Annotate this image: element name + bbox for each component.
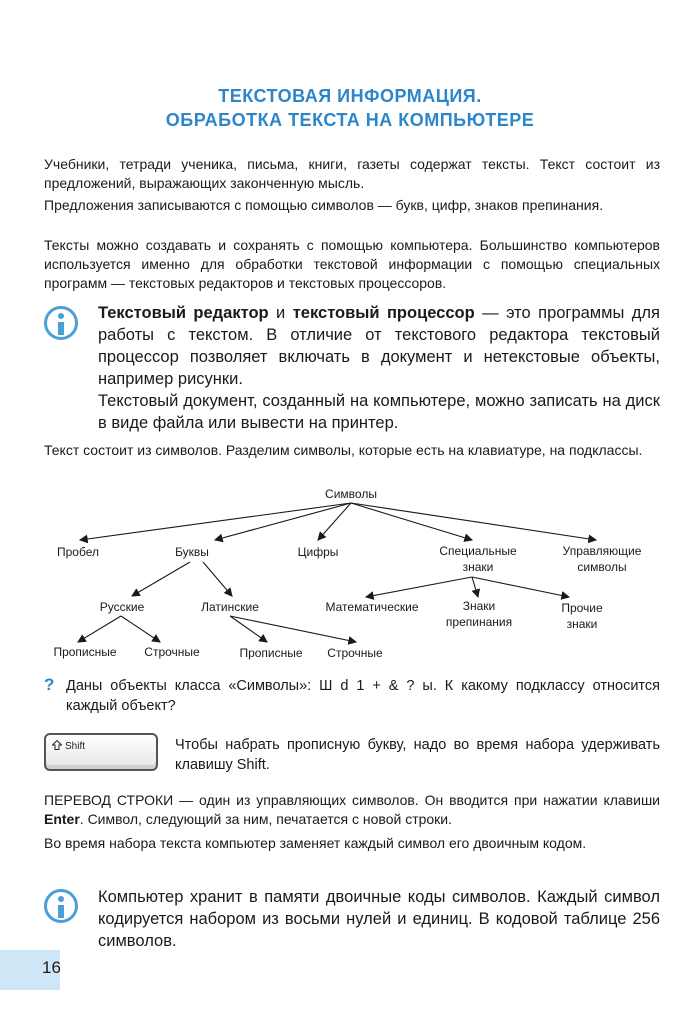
intro-paragraph-2: Предложения записываются с помощью символов — букв, цифр, знаков препинания. xyxy=(44,197,604,213)
shift-text: Чтобы набрать прописную букву, надо во время набора удерживать клавишу Shift. xyxy=(175,737,660,773)
tree-node-russian: Русские xyxy=(99,600,145,614)
tree-node-control: Управляющие символы xyxy=(562,544,642,574)
page-number: 16 xyxy=(42,958,61,977)
binary-code-paragraph: Во время набора текста компьютер заменяет каждый символ его двоичным кодом. xyxy=(44,835,587,851)
shift-key-label: Shift xyxy=(65,741,86,752)
page-title-line2: ОБРАБОТКА ТЕКСТА НА КОМПЬЮТЕРЕ xyxy=(165,110,535,130)
question-icon: ? xyxy=(44,675,55,694)
info-block-binary xyxy=(98,886,660,952)
tree-node-latin: Латинские xyxy=(201,600,259,614)
tree-node-digits: Цифры xyxy=(297,545,339,559)
tree-node-lat-upper: Прописные xyxy=(239,646,303,660)
intro-paragraph-3: Тексты можно создавать и сохранять с помощью компьютера. Большинство компьютеров используется именно для обработки текстовой информации с помощью специальных программ — текстовых редакторов и текстовых процессоров. xyxy=(44,237,660,291)
term-text-editor: Текстовый редактор xyxy=(98,304,269,322)
question-text: Даны объекты класса «Символы»: Ш d 1 + & ? ы. К какому подклассу относится каждый объект? xyxy=(66,678,660,714)
shift-key-image xyxy=(44,733,158,771)
page-title-line1: ТЕКСТОВАЯ ИНФОРМАЦИЯ. xyxy=(218,86,482,106)
newline-paragraph: ПЕРЕВОД СТРОКИ — один из управляющих символов. Он вводится при нажатии клавиши Enter. Символ, следующий за ним, печатается с новой строки. xyxy=(44,792,660,827)
tree-intro: Текст состоит из символов. Разделим символы, которые есть на клавиатуре, на подклассы. xyxy=(44,442,643,458)
tree-node-math: Математические xyxy=(325,600,419,614)
tree-node-symbols: Символы xyxy=(325,487,377,501)
tree-node-letters: Буквы xyxy=(175,545,209,559)
info-definition: Текстовый редактор и текстовый процессор — это программы для работы с текстом. В отличие от текстового редактора текстовый процессор позволяет включать в документ и нетекстовые объекты, например рисунки. xyxy=(98,304,660,388)
tree-node-space: Пробел xyxy=(57,545,99,559)
tree-node-ru-lower: Строчные xyxy=(144,645,200,659)
tree-node-ru-upper: Прописные xyxy=(53,645,117,659)
shift-arrow-icon xyxy=(52,740,62,750)
tree-node-lat-lower: Строчные xyxy=(327,646,383,660)
intro-paragraph-1: Учебники, тетради ученика, письма, книги, газеты содержат тексты. Текст состоит из предложений, выражающих законченную мысль. xyxy=(44,156,660,191)
info-icon xyxy=(44,889,78,923)
tree-node-other: Прочие знаки xyxy=(561,601,603,631)
enter-key-name: Enter xyxy=(44,811,80,827)
term-text-processor: текстовый процессор xyxy=(292,304,475,322)
info-binary-text: Компьютер хранит в памяти двоичные коды символов. Каждый символ кодируется набором из восьми нулей и единиц. В кодовой таблице 256 символов. xyxy=(98,888,660,950)
tree-node-punct: Знаки препинания xyxy=(445,599,513,629)
info-document-text: Текстовый документ, созданный на компьютере, можно записать на диск в виде файла или вывести на принтер. xyxy=(98,392,660,432)
tree-node-special: Специальные знаки xyxy=(439,544,517,574)
